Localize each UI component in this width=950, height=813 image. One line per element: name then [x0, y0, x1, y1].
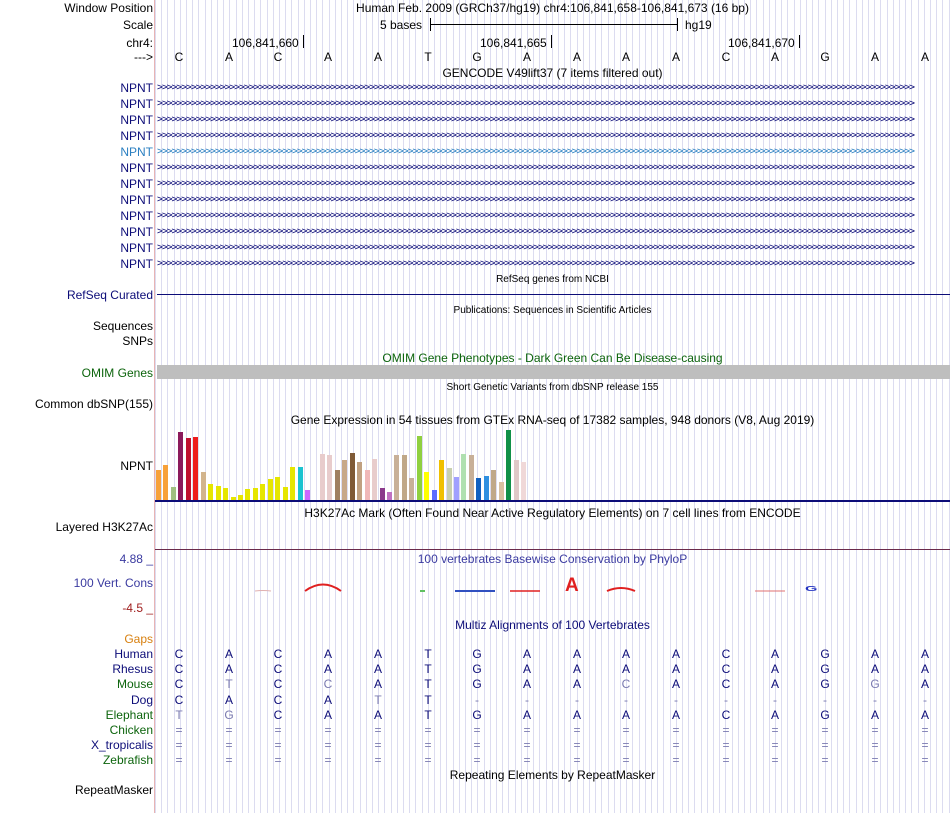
- alignment-base: G: [820, 707, 830, 722]
- alignment-base: C: [721, 647, 731, 661]
- alignment-base: =: [274, 753, 282, 768]
- alignment-base: =: [175, 738, 183, 753]
- scale-bar: [430, 24, 677, 25]
- base-letter: A: [870, 50, 879, 64]
- alignment-base: =: [771, 738, 779, 753]
- alignment-base: =: [424, 753, 432, 768]
- alignment-base: A: [373, 677, 382, 692]
- gtex-tissue-bar[interactable]: [424, 472, 429, 500]
- base-letter: G: [820, 50, 830, 64]
- alignment-base: A: [621, 647, 630, 661]
- alignment-base: A: [522, 677, 531, 692]
- alignment-base: A: [572, 662, 581, 677]
- species-label[interactable]: Dog: [130, 692, 153, 707]
- alignment-base: =: [722, 753, 730, 768]
- window-position-label: Window Position: [64, 1, 153, 15]
- alignment-base: G: [224, 707, 234, 722]
- gtex-bar-chart[interactable]: [155, 428, 535, 500]
- alignment-base: A: [870, 707, 879, 722]
- gtex-tissue-bar[interactable]: [275, 477, 280, 500]
- alignment-base: C: [721, 707, 731, 722]
- alignment-base: =: [622, 723, 630, 737]
- gtex-tissue-bar[interactable]: [268, 479, 273, 500]
- alignment-base: =: [523, 723, 531, 737]
- alignment-base: =: [424, 723, 432, 737]
- gencode-transcript-label[interactable]: NPNT: [120, 97, 153, 111]
- alignment-base: =: [871, 738, 879, 753]
- gtex-tissue-bar[interactable]: [201, 472, 206, 500]
- gencode-transcript-line[interactable]: >>>>>>>>>>>>>>>>>>>>>>>>>>>>>>>>>>>>>>>>>>>>>>>>>>>>>>>>>>>>>>>>>>>>>>>>>>>>>>>>>>>>>>>>>>>>>>>>>>>>>>>>>>>>>>>>>>>>>>>>>>>>>>>>>>>>>>>>>>>>>>>>>>>>>>>>>>>>>: [157, 146, 914, 157]
- alignment-base: T: [424, 692, 432, 707]
- gencode-transcript-label[interactable]: NPNT: [120, 225, 153, 239]
- gencode-transcript-label[interactable]: NPNT: [120, 241, 153, 255]
- gtex-tissue-bar[interactable]: [216, 486, 221, 500]
- gencode-transcript-line[interactable]: >>>>>>>>>>>>>>>>>>>>>>>>>>>>>>>>>>>>>>>>>>>>>>>>>>>>>>>>>>>>>>>>>>>>>>>>>>>>>>>>>>>>>>>>>>>>>>>>>>>>>>>>>>>>>>>>>>>>>>>>>>>>>>>>>>>>>>>>>>>>>>>>>>>>>>>>>>>>>: [157, 130, 914, 141]
- alignment-base: C: [174, 692, 184, 707]
- gencode-transcript-line[interactable]: >>>>>>>>>>>>>>>>>>>>>>>>>>>>>>>>>>>>>>>>>>>>>>>>>>>>>>>>>>>>>>>>>>>>>>>>>>>>>>>>>>>>>>>>>>>>>>>>>>>>>>>>>>>>>>>>>>>>>>>>>>>>>>>>>>>>>>>>>>>>>>>>>>>>>>>>>>>>>: [157, 226, 914, 237]
- alignment-base: A: [224, 692, 233, 707]
- phylop-min: -4.5 _: [122, 601, 153, 615]
- alignment-base: G: [472, 707, 482, 722]
- base-letter: A: [920, 50, 929, 64]
- gencode-transcript-label[interactable]: NPNT: [120, 129, 153, 143]
- alignment-base: -: [923, 692, 927, 707]
- gtex-tissue-bar[interactable]: [208, 484, 213, 500]
- alignment-base: A: [671, 647, 680, 661]
- alignment-base: A: [373, 647, 382, 661]
- gtex-title[interactable]: Gene Expression in 54 tissues from GTEx RNA-seq of 17382 samples, 948 donors (V8, Aug 2019): [290, 413, 815, 427]
- gtex-tissue-bar[interactable]: [387, 492, 392, 500]
- gencode-transcript-label[interactable]: NPNT: [120, 81, 153, 95]
- gtex-tissue-bar[interactable]: [298, 467, 303, 500]
- alignment-base: T: [374, 692, 382, 707]
- gtex-tissue-bar[interactable]: [439, 460, 444, 500]
- base-letter: C: [273, 50, 283, 64]
- base-letter: A: [373, 50, 382, 64]
- gencode-transcript-label[interactable]: NPNT: [120, 113, 153, 127]
- alignment-base: =: [921, 723, 929, 737]
- omim-label[interactable]: OMIM Genes: [81, 366, 153, 380]
- alignment-base: A: [572, 677, 581, 692]
- alignment-base: C: [174, 662, 184, 677]
- refseq-label[interactable]: RefSeq Curated: [66, 288, 153, 302]
- coord-tick: 106,841,665: [480, 36, 547, 50]
- phylop-title[interactable]: 100 vertebrates Basewise Conservation by PhyloP: [417, 552, 688, 566]
- alignment-base: -: [674, 692, 678, 707]
- alignment-base: =: [324, 753, 332, 768]
- alignment-base: G: [472, 662, 482, 677]
- gencode-transcript-line[interactable]: >>>>>>>>>>>>>>>>>>>>>>>>>>>>>>>>>>>>>>>>>>>>>>>>>>>>>>>>>>>>>>>>>>>>>>>>>>>>>>>>>>>>>>>>>>>>>>>>>>>>>>>>>>>>>>>>>>>>>>>>>>>>>>>>>>>>>>>>>>>>>>>>>>>>>>>>>>>>>: [157, 258, 914, 269]
- alignment-base: C: [273, 692, 283, 707]
- alignment-base: =: [672, 753, 680, 768]
- alignment-base: =: [473, 753, 481, 768]
- alignment-base: =: [622, 753, 630, 768]
- alignment-base: T: [225, 677, 233, 692]
- gtex-tissue-bar[interactable]: [402, 455, 407, 500]
- alignment-base: =: [573, 753, 581, 768]
- alignment-base: G: [820, 677, 830, 692]
- gtex-tissue-bar[interactable]: [461, 454, 466, 500]
- alignment-base: =: [672, 738, 680, 753]
- gencode-transcript-line[interactable]: >>>>>>>>>>>>>>>>>>>>>>>>>>>>>>>>>>>>>>>>>>>>>>>>>>>>>>>>>>>>>>>>>>>>>>>>>>>>>>>>>>>>>>>>>>>>>>>>>>>>>>>>>>>>>>>>>>>>>>>>>>>>>>>>>>>>>>>>>>>>>>>>>>>>>>>>>>>>>: [157, 194, 914, 205]
- alignment-base: A: [770, 662, 779, 677]
- alignment-base: A: [373, 662, 382, 677]
- alignment-base: A: [870, 647, 879, 661]
- alignment-base: =: [573, 723, 581, 737]
- alignment-base: C: [273, 677, 283, 692]
- window-position-value[interactable]: Human Feb. 2009 (GRCh37/hg19) chr4:106,841,658-106,841,673 (16 bp): [356, 1, 749, 15]
- gtex-tissue-bar[interactable]: [417, 436, 422, 500]
- alignment-base: =: [722, 738, 730, 753]
- alignment-base: =: [374, 723, 382, 737]
- gtex-tissue-bar[interactable]: [394, 455, 399, 500]
- gtex-tissue-bar[interactable]: [432, 490, 437, 500]
- gtex-tissue-bar[interactable]: [365, 470, 370, 500]
- alignment-base: A: [870, 662, 879, 677]
- alignment-base: =: [722, 723, 730, 737]
- alignment-base: =: [821, 738, 829, 753]
- gtex-tissue-bar[interactable]: [178, 432, 183, 500]
- alignment-base: T: [424, 647, 432, 661]
- gencode-transcript-line[interactable]: >>>>>>>>>>>>>>>>>>>>>>>>>>>>>>>>>>>>>>>>>>>>>>>>>>>>>>>>>>>>>>>>>>>>>>>>>>>>>>>>>>>>>>>>>>>>>>>>>>>>>>>>>>>>>>>>>>>>>>>>>>>>>>>>>>>>>>>>>>>>>>>>>>>>>>>>>>>>>: [157, 242, 914, 253]
- repeatmasker-label[interactable]: RepeatMasker: [74, 783, 153, 797]
- base-letter: C: [174, 50, 184, 64]
- gtex-tissue-bar[interactable]: [335, 470, 340, 500]
- alignment-base: C: [273, 707, 283, 722]
- alignment-base: =: [523, 738, 531, 753]
- gtex-tissue-bar[interactable]: [327, 455, 332, 500]
- gtex-tissue-bar[interactable]: [476, 478, 481, 500]
- alignment-base: A: [323, 692, 332, 707]
- alignment-base: =: [821, 753, 829, 768]
- alignment-base: =: [871, 723, 879, 737]
- gencode-transcript-label[interactable]: NPNT: [120, 161, 153, 175]
- h3k27ac-label[interactable]: Layered H3K27Ac: [55, 520, 153, 534]
- alignment-base: =: [175, 753, 183, 768]
- gtex-tissue-bar[interactable]: [506, 430, 511, 500]
- dbsnp-title[interactable]: Short Genetic Variants from dbSNP release 155: [446, 382, 659, 393]
- alignment-base: =: [374, 753, 382, 768]
- alignment-base: T: [175, 707, 183, 722]
- gencode-transcript-line[interactable]: >>>>>>>>>>>>>>>>>>>>>>>>>>>>>>>>>>>>>>>>>>>>>>>>>>>>>>>>>>>>>>>>>>>>>>>>>>>>>>>>>>>>>>>>>>>>>>>>>>>>>>>>>>>>>>>>>>>>>>>>>>>>>>>>>>>>>>>>>>>>>>>>>>>>>>>>>>>>>: [157, 178, 914, 189]
- phylop-max: 4.88 _: [119, 552, 153, 566]
- species-label[interactable]: Zebrafish: [102, 753, 153, 768]
- alignment-base: -: [624, 692, 628, 707]
- base-letter: T: [424, 50, 432, 64]
- alignment-base: C: [721, 677, 731, 692]
- gaps-label[interactable]: Gaps: [124, 632, 153, 646]
- gtex-label[interactable]: NPNT: [120, 459, 153, 473]
- alignment-base: =: [274, 738, 282, 753]
- gtex-tissue-bar[interactable]: [290, 467, 295, 500]
- alignment-base: A: [323, 647, 332, 661]
- gtex-tissue-bar[interactable]: [320, 454, 325, 500]
- h3k27ac-title[interactable]: H3K27Ac Mark (Often Found Near Active Regulatory Elements) on 7 cell lines from ENCODE: [304, 506, 801, 520]
- alignment-base: =: [573, 738, 581, 753]
- base-letter: A: [671, 50, 680, 64]
- gencode-transcript-line[interactable]: >>>>>>>>>>>>>>>>>>>>>>>>>>>>>>>>>>>>>>>>>>>>>>>>>>>>>>>>>>>>>>>>>>>>>>>>>>>>>>>>>>>>>>>>>>>>>>>>>>>>>>>>>>>>>>>>>>>>>>>>>>>>>>>>>>>>>>>>>>>>>>>>>>>>>>>>>>>>>: [157, 210, 914, 221]
- phylop-signal[interactable]: [155, 570, 950, 596]
- alignment-base: A: [770, 647, 779, 661]
- alignment-base: A: [522, 647, 531, 661]
- coord-tick: 106,841,660: [232, 36, 299, 50]
- species-label[interactable]: X_tropicalis: [90, 738, 153, 753]
- gtex-tissue-bar[interactable]: [223, 488, 228, 500]
- omim-title[interactable]: OMIM Gene Phenotypes - Dark Green Can Be Disease-causing: [382, 351, 723, 365]
- base-letter: A: [621, 50, 630, 64]
- gtex-tissue-bar[interactable]: [499, 482, 504, 500]
- alignment-base: A: [323, 662, 332, 677]
- alignment-base: -: [724, 692, 728, 707]
- scale-label: Scale: [122, 18, 153, 32]
- gtex-tissue-bar[interactable]: [163, 465, 168, 500]
- gtex-tissue-bar[interactable]: [253, 488, 258, 500]
- alignment-base: =: [324, 723, 332, 737]
- gtex-tissue-bar[interactable]: [357, 462, 362, 500]
- alignment-base: A: [671, 677, 680, 692]
- dbsnp-label[interactable]: Common dbSNP(155): [34, 397, 153, 411]
- alignment-base: T: [424, 662, 432, 677]
- alignment-base: C: [174, 677, 184, 692]
- alignment-base: -: [823, 692, 827, 707]
- refseq-title[interactable]: RefSeq genes from NCBI: [496, 274, 609, 285]
- gtex-tissue-bar[interactable]: [350, 453, 355, 500]
- gtex-tissue-bar[interactable]: [514, 460, 519, 500]
- alignment-base: A: [770, 707, 779, 722]
- alignment-base: G: [820, 647, 830, 661]
- alignment-base: A: [920, 662, 929, 677]
- gtex-tissue-bar[interactable]: [193, 437, 198, 500]
- alignment-base: T: [424, 677, 432, 692]
- alignment-base: A: [572, 647, 581, 661]
- gtex-tissue-bar[interactable]: [409, 478, 414, 500]
- omim-gene-block[interactable]: [157, 365, 950, 379]
- alignment-base: -: [773, 692, 777, 707]
- alignment-base: =: [921, 753, 929, 768]
- base-letter: A: [572, 50, 581, 64]
- alignment-base: =: [225, 753, 233, 768]
- gtex-tissue-bar[interactable]: [521, 462, 526, 500]
- base-letter: A: [323, 50, 332, 64]
- species-label[interactable]: Elephant: [105, 707, 153, 722]
- gtex-tissue-bar[interactable]: [454, 477, 459, 500]
- gencode-transcript-line[interactable]: >>>>>>>>>>>>>>>>>>>>>>>>>>>>>>>>>>>>>>>>>>>>>>>>>>>>>>>>>>>>>>>>>>>>>>>>>>>>>>>>>>>>>>>>>>>>>>>>>>>>>>>>>>>>>>>>>>>>>>>>>>>>>>>>>>>>>>>>>>>>>>>>>>>>>>>>>>>>>: [157, 162, 914, 173]
- alignment-base: A: [224, 647, 233, 661]
- gencode-title[interactable]: GENCODE V49lift37 (7 items filtered out): [442, 66, 663, 80]
- multiz-title[interactable]: Multiz Alignments of 100 Vertebrates: [455, 618, 650, 632]
- gtex-tissue-bar[interactable]: [283, 487, 288, 500]
- alignment-base: G: [472, 647, 482, 661]
- alignment-base: =: [424, 738, 432, 753]
- base-letter: A: [522, 50, 531, 64]
- alignment-base: G: [472, 677, 482, 692]
- alignment-base: =: [324, 738, 332, 753]
- gencode-transcript-label[interactable]: NPNT: [120, 257, 153, 271]
- alignment-base: C: [621, 677, 631, 692]
- gencode-transcript-label[interactable]: NPNT: [120, 209, 153, 223]
- strand-label: --->: [134, 50, 153, 64]
- alignment-base: =: [871, 753, 879, 768]
- species-label[interactable]: Chicken: [109, 723, 153, 737]
- publications-title[interactable]: Publications: Sequences in Scientific Articles: [453, 305, 652, 316]
- alignment-base: =: [771, 753, 779, 768]
- gtex-tissue-bar[interactable]: [447, 468, 452, 500]
- base-letter: C: [721, 50, 731, 64]
- gtex-tissue-bar[interactable]: [342, 460, 347, 500]
- gtex-tissue-bar[interactable]: [305, 490, 310, 500]
- publications-sequences-label[interactable]: Sequences: [92, 319, 153, 333]
- alignment-base: A: [920, 707, 929, 722]
- refseq-gene-line[interactable]: [157, 294, 950, 295]
- base-letter: G: [472, 50, 482, 64]
- gtex-tissue-bar[interactable]: [484, 476, 489, 500]
- alignment-base: A: [572, 707, 581, 722]
- alignment-base: -: [575, 692, 579, 707]
- repeatmasker-title[interactable]: Repeating Elements by RepeatMasker: [449, 768, 656, 782]
- alignment-base: A: [671, 662, 680, 677]
- alignment-base: C: [323, 677, 333, 692]
- alignment-base: =: [622, 738, 630, 753]
- alignment-base: -: [525, 692, 529, 707]
- alignment-base: A: [920, 647, 929, 661]
- base-letter: A: [224, 50, 233, 64]
- alignment-base: T: [424, 707, 432, 722]
- gtex-tissue-bar[interactable]: [491, 470, 496, 500]
- alignment-base: =: [473, 723, 481, 737]
- gencode-transcript-label[interactable]: NPNT: [120, 177, 153, 191]
- gtex-tissue-bar[interactable]: [186, 438, 191, 500]
- alignment-base: C: [273, 662, 283, 677]
- alignment-base: =: [672, 723, 680, 737]
- svg-text:G: G: [805, 584, 818, 593]
- alignment-base: A: [522, 707, 531, 722]
- alignment-base: C: [721, 662, 731, 677]
- gencode-transcript-line[interactable]: >>>>>>>>>>>>>>>>>>>>>>>>>>>>>>>>>>>>>>>>>>>>>>>>>>>>>>>>>>>>>>>>>>>>>>>>>>>>>>>>>>>>>>>>>>>>>>>>>>>>>>>>>>>>>>>>>>>>>>>>>>>>>>>>>>>>>>>>>>>>>>>>>>>>>>>>>>>>>: [157, 82, 914, 93]
- alignment-base: =: [771, 723, 779, 737]
- gencode-transcript-line[interactable]: >>>>>>>>>>>>>>>>>>>>>>>>>>>>>>>>>>>>>>>>>>>>>>>>>>>>>>>>>>>>>>>>>>>>>>>>>>>>>>>>>>>>>>>>>>>>>>>>>>>>>>>>>>>>>>>>>>>>>>>>>>>>>>>>>>>>>>>>>>>>>>>>>>>>>>>>>>>>>: [157, 114, 914, 125]
- alignment-base: A: [621, 662, 630, 677]
- gtex-tissue-bar[interactable]: [156, 470, 161, 500]
- alignment-base: -: [873, 692, 877, 707]
- gtex-tissue-bar[interactable]: [171, 487, 176, 500]
- scale-assembly: hg19: [685, 18, 712, 32]
- alignment-base: A: [373, 707, 382, 722]
- svg-text:A: A: [565, 575, 579, 596]
- alignment-base: A: [621, 707, 630, 722]
- gtex-tissue-bar[interactable]: [245, 489, 250, 500]
- alignment-base: =: [175, 723, 183, 737]
- alignment-base: C: [273, 647, 283, 661]
- alignment-base: =: [225, 723, 233, 737]
- gencode-transcript-line[interactable]: >>>>>>>>>>>>>>>>>>>>>>>>>>>>>>>>>>>>>>>>>>>>>>>>>>>>>>>>>>>>>>>>>>>>>>>>>>>>>>>>>>>>>>>>>>>>>>>>>>>>>>>>>>>>>>>>>>>>>>>>>>>>>>>>>>>>>>>>>>>>>>>>>>>>>>>>>>>>>: [157, 98, 914, 109]
- species-label[interactable]: Rhesus: [112, 662, 153, 677]
- species-label[interactable]: Mouse: [116, 677, 153, 692]
- gtex-tissue-bar[interactable]: [469, 455, 474, 500]
- alignment-base: =: [821, 723, 829, 737]
- alignment-base: =: [225, 738, 233, 753]
- alignment-base: A: [522, 662, 531, 677]
- alignment-base: A: [920, 677, 929, 692]
- gtex-tissue-bar[interactable]: [372, 459, 377, 500]
- publications-snps-label[interactable]: SNPs: [122, 334, 153, 348]
- alignment-base: A: [224, 662, 233, 677]
- scale-text: 5 bases: [380, 18, 423, 32]
- phylop-label[interactable]: 100 Vert. Cons: [73, 576, 153, 590]
- alignment-base: A: [770, 677, 779, 692]
- gencode-transcript-label[interactable]: NPNT: [120, 145, 153, 159]
- alignment-base: A: [671, 707, 680, 722]
- alignment-base: A: [323, 707, 332, 722]
- alignment-base: G: [870, 677, 880, 692]
- alignment-base: C: [174, 647, 184, 661]
- alignment-base: =: [274, 723, 282, 737]
- gtex-tissue-bar[interactable]: [380, 488, 385, 500]
- gencode-transcript-label[interactable]: NPNT: [120, 193, 153, 207]
- alignment-base: -: [475, 692, 479, 707]
- alignment-base: G: [820, 662, 830, 677]
- chrom-label: chr4:: [126, 36, 153, 50]
- alignment-base: =: [523, 753, 531, 768]
- coord-tick: 106,841,670: [728, 36, 795, 50]
- alignment-base: =: [921, 738, 929, 753]
- species-label[interactable]: Human: [114, 647, 153, 661]
- base-letter: A: [770, 50, 779, 64]
- gtex-tissue-bar[interactable]: [260, 484, 265, 500]
- alignment-base: =: [374, 738, 382, 753]
- alignment-base: =: [473, 738, 481, 753]
